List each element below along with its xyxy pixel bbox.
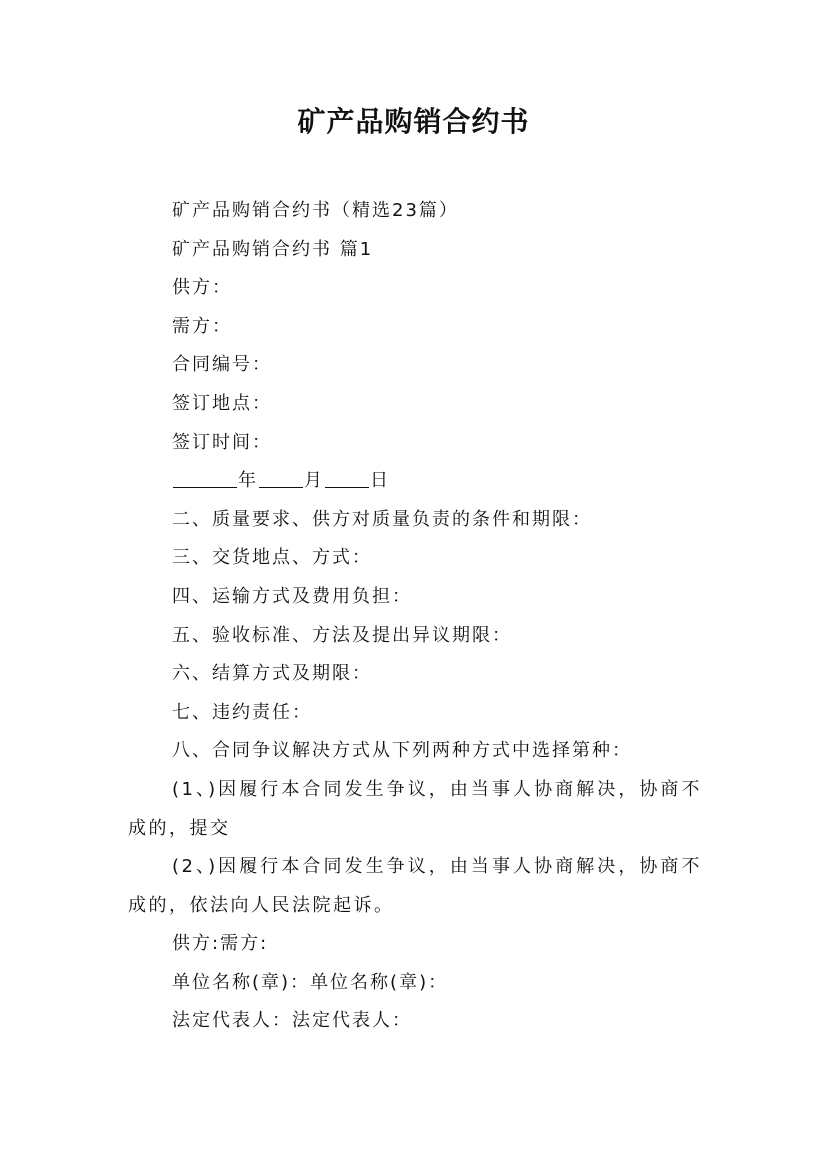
subtitle-line: 矿产品购销合约书（精选23篇） — [172, 200, 459, 221]
clause-5: 五、验收标准、方法及提出异议期限： — [172, 624, 512, 646]
year-label: 年 — [238, 470, 258, 492]
dispute-option-1: (1、)因履行本合同发生争议，由当事人协商解决，协商不成的，提交 — [128, 778, 702, 839]
sign-time-line: 签订时间： — [172, 431, 272, 453]
legal-representative-line: 法定代表人：法定代表人： — [172, 1010, 412, 1032]
dispute-option-2: (2、)因履行本合同发生争议，由当事人协商解决，协商不成的，依法向人民法院起诉。 — [128, 856, 702, 916]
clause-4: 四、运输方式及费用负担： — [172, 585, 412, 607]
unit-name-line: 单位名称(章)：单位名称(章)： — [172, 971, 449, 993]
clause-7: 七、违约责任： — [172, 701, 312, 723]
clause-6: 六、结算方式及期限： — [172, 663, 372, 685]
clause-8: 八、合同争议解决方式从下列两种方式中选择第种： — [172, 740, 632, 762]
document-body — [128, 192, 702, 1041]
day-blank — [325, 469, 369, 488]
day-label: 日 — [370, 470, 390, 492]
document-title: 矿产品购销合约书 — [297, 105, 530, 138]
contract-number-line: 合同编号： — [172, 354, 272, 376]
clause-2: 二、质量要求、供方对质量负责的条件和期限： — [172, 508, 592, 530]
clause-3: 三、交货地点、方式： — [172, 547, 372, 569]
date-fill-line — [128, 462, 702, 501]
year-blank — [173, 469, 237, 488]
section-heading: 矿产品购销合约书 篇1 — [172, 238, 374, 260]
supplier-line: 供方： — [172, 277, 232, 299]
signature-parties-line: 供方:需方: — [172, 933, 269, 955]
buyer-line: 需方： — [172, 315, 232, 337]
sign-place-line: 签订地点： — [172, 392, 272, 414]
month-label: 月 — [304, 470, 324, 492]
month-blank — [259, 469, 303, 488]
